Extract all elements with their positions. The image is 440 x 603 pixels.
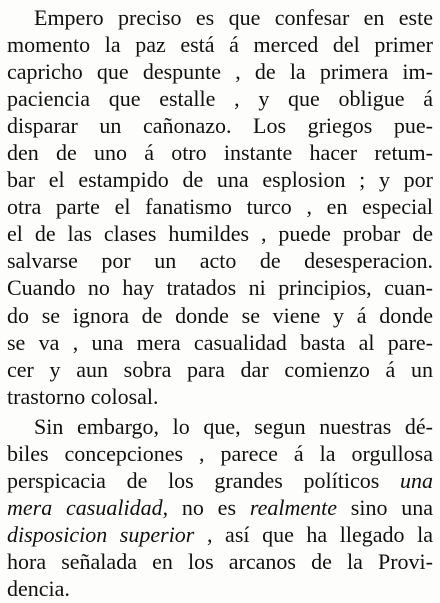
text-line: momento la paz está á merced del primer [7, 32, 433, 57]
text-line: Empero preciso es que confesar en este [34, 5, 433, 30]
text-line: salvarse por un acto de desesperacion. [7, 248, 433, 273]
text-line: Cuando no hay tratados ni principios, cuan- [7, 275, 433, 300]
text-segment: perspicacia de los grandes políticos [7, 468, 380, 493]
text-line [7, 494, 433, 522]
italic-segment: disposicion superior [7, 522, 195, 547]
text-line: se va , una mera casualidad basta al pare- [7, 330, 433, 355]
text-line: Sin embargo, lo que, segun nuestras dé- [34, 414, 433, 439]
text-line: capricho que despunte , de la primera im- [7, 59, 433, 84]
text-line: do se ignora de donde se viene y á donde [7, 303, 433, 328]
text-segment: , así que ha llegado la [206, 522, 433, 547]
text-line: paciencia que estalle , y que obligue á [7, 86, 433, 111]
italic-segment: realmente [249, 495, 337, 520]
text-segment: , no es [162, 495, 237, 520]
text-line: disparar un cañonazo. Los griegos pue- [7, 113, 433, 138]
text-line: den de uno á otro instante hacer retum- [7, 140, 433, 165]
italic-segment: una [400, 468, 433, 493]
text-line [7, 521, 433, 549]
text-line: cer y aun sobra para dar comienzo á un [7, 357, 433, 382]
text-line: biles concepciones , parece á la orgullosa [7, 441, 433, 466]
text-line [7, 467, 433, 495]
italic-segment: mera casualidad [7, 495, 163, 520]
text-line: dencia. [7, 576, 70, 601]
text-line: el de las clases humildes , puede probar de [7, 221, 433, 246]
text-line: otra parte el fanatismo turco , en especial [7, 194, 433, 219]
text-segment: sino una [350, 495, 433, 520]
text-line: bar el estampido de una esplosion ; y por [7, 167, 433, 192]
text-line: trastorno colosal. [7, 384, 159, 409]
text-line: hora señalada en los arcanos de la Provi- [7, 549, 433, 574]
